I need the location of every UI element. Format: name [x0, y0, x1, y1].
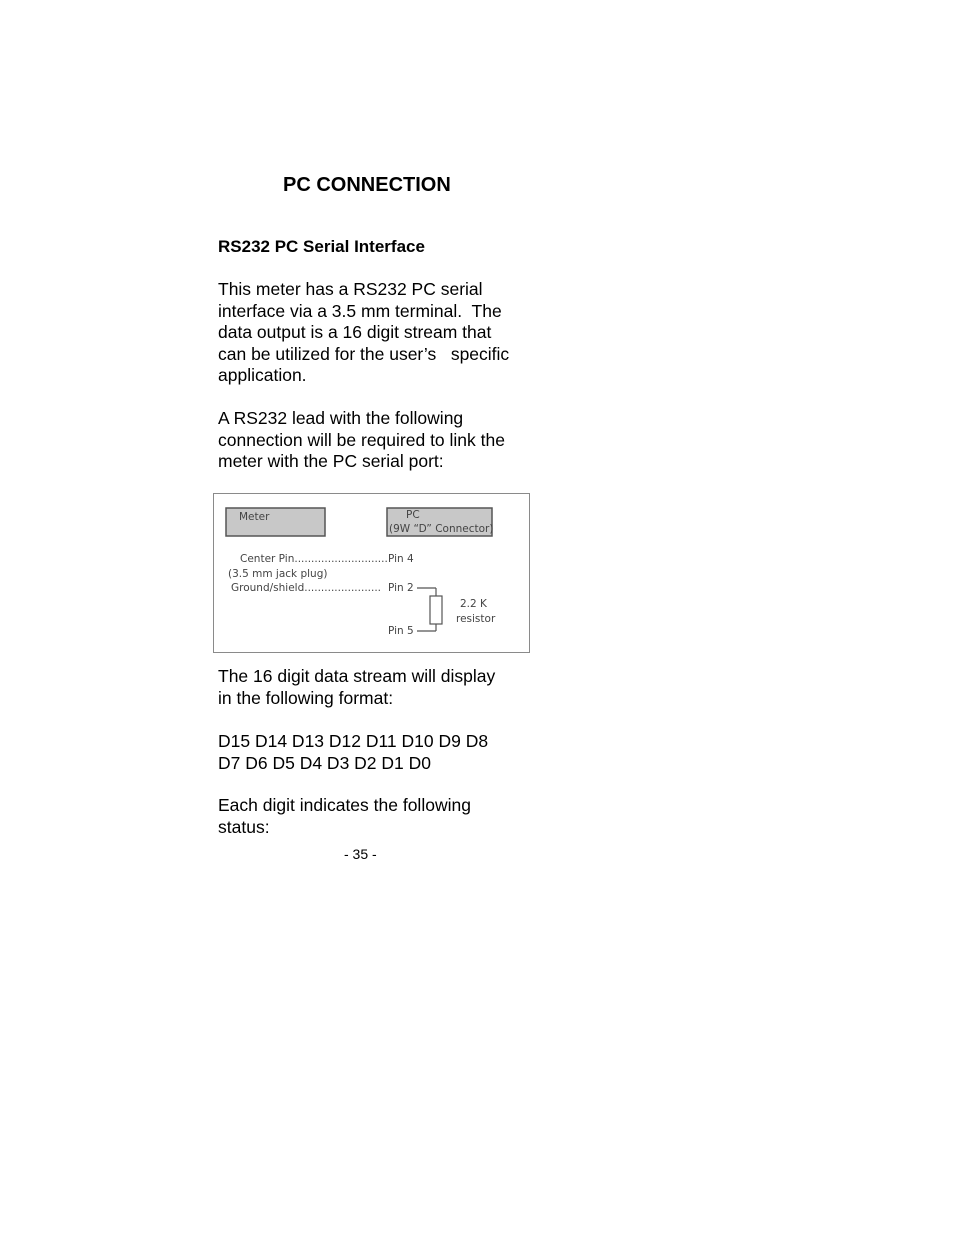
text-line: D7 D6 D5 D4 D3 D2 D1 D0 [218, 752, 431, 773]
text-line: The 16 digit data stream will display [218, 666, 496, 686]
text-line: interface via a 3.5 mm terminal. The [218, 300, 502, 321]
digit-format-paragraph [218, 731, 488, 774]
resistor-symbol [430, 596, 442, 624]
section-heading: RS232 PC Serial Interface [218, 237, 425, 256]
format-intro-paragraph [218, 666, 495, 709]
pc-label: PC [406, 509, 420, 521]
text-line: in the following format: [218, 687, 394, 708]
pin4-label: Pin 4 [388, 553, 414, 565]
text-line: status: [218, 816, 270, 837]
text-line: can be utilized for the user’s specific [218, 343, 510, 364]
page-number: - 35 - [344, 846, 377, 862]
intro-paragraph [218, 279, 509, 387]
pin2-label: Pin 2 [388, 582, 414, 594]
text-line: data output is a 16 digit stream that [218, 322, 492, 343]
text-line: D15 D14 D13 D12 D11 D10 D9 D8 [218, 731, 489, 751]
lead-paragraph [218, 408, 505, 473]
pin5-label: Pin 5 [388, 625, 414, 637]
meter-label: Meter [239, 511, 270, 523]
center-pin-label: Center Pin............................ [240, 553, 388, 565]
text-line: connection will be required to link the [218, 429, 505, 450]
connection-diagram [213, 493, 530, 653]
status-intro-paragraph [218, 795, 471, 838]
text-line: application. [218, 365, 307, 386]
resistor-label: resistor [456, 613, 496, 625]
ground-shield-label: Ground/shield....................... [231, 582, 382, 594]
pc-connector-label: (9W “D” Connector) [389, 523, 494, 535]
page-title: PC CONNECTION [283, 174, 451, 196]
jack-plug-label: (3.5 mm jack plug) [228, 568, 328, 580]
text-line: meter with the PC serial port: [218, 451, 444, 472]
text-line: Each digit indicates the following [218, 795, 471, 815]
connection-diagram-svg [214, 494, 528, 651]
resistor-value-label: 2.2 K [460, 598, 487, 610]
text-line: A RS232 lead with the following [218, 408, 464, 428]
text-line: This meter has a RS232 PC serial [218, 279, 483, 299]
